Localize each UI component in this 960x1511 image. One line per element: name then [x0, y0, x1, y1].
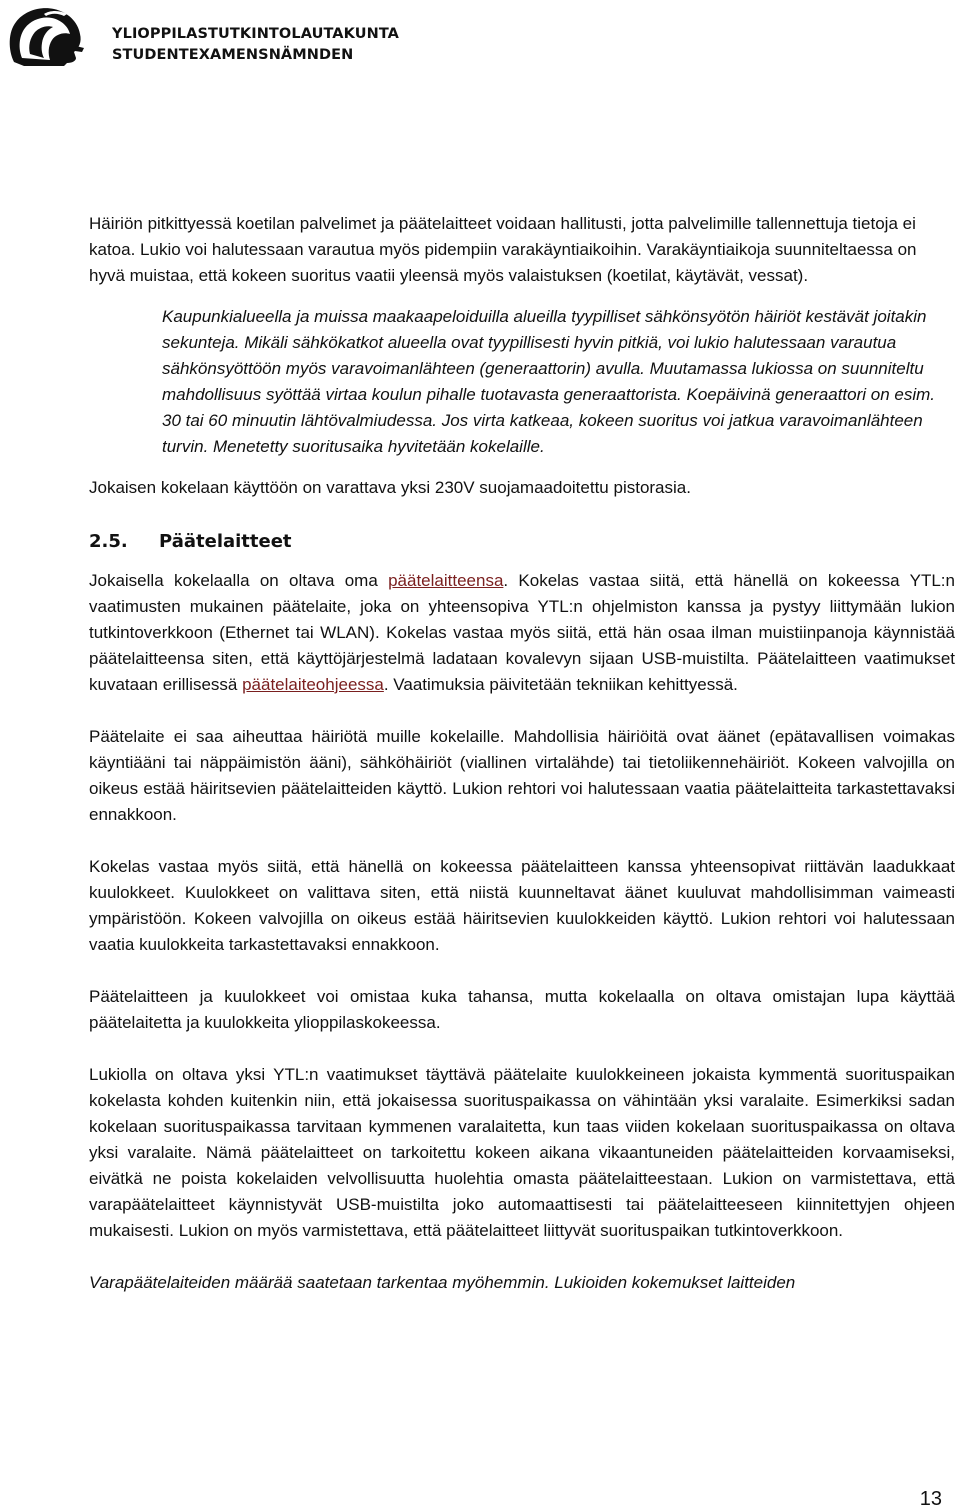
paragraph-text: Jokaisella kokelaalla on oltava oma	[89, 571, 389, 590]
page-number: 13	[919, 1488, 942, 1510]
paragraph-spare-devices: Lukiolla on oltava yksi YTL:n vaatimukset täyttävä päätelaite kuulokkeineen jokaista kymmentä suorituspaikan kokelasta kohden kuitenkin niin, että jokaisessa suorituspaikassa on vähintään yksi varalaite. Esimerkiksi sadan kokelaan suorituspaikassa tarvitaan kymmenen varalaitetta, kun taas viiden kokelaan suorituspaikassa on oltava yksi varalaite. Nämä päätelaitteet on tarkoitettu kokeen aikana vikaantuneiden päätelaitteiden korvaamiseksi, eivätkä ne poista kokelaiden velvollisuutta huolehtia omasta päätelaitteestaan. Lukion on varmistettava, että varapäätelaitteet käynnistyvät USB-muistilta joko automaattisesti tai päätelaitteeseen kiinnitettyjen ohjeen mukaisesti. Lukion on myös varmistettava, että päätelaitteet liittyvät suorituspaikan tutkintoverkkoon.	[89, 1065, 955, 1240]
link-paatelaitteensa[interactable]: päätelaitteensa	[388, 571, 504, 590]
paragraph-text: . Vaatimuksia päivitetään tekniikan kehittyessä.	[383, 675, 738, 694]
section-heading	[89, 529, 955, 555]
paragraph-generator-note: Kaupunkialueella ja muissa maakaapeloiduilla alueilla tyypilliset sähkönsyötön häiriöt kestävät joitakin sekunteja. Mikäli sähkökatkot alueella ovat tyypillisesti hyvin pitkiä, voi lukio halutessaan varautua sähkönsyöttöön myös varavoimanlähteen (generaattorin) avulla. Muutamassa lukiossa on suunniteltu mahdollisuus syöttää virtaa koulun pihalle tuotavasta generaattorista. Koepäivinä generaattori on esim. 30 tai 60 minuutin lähtövalmiudessa. Jos virta katkeaa, kokeen suoritus voi jatkua varavoimanlähteen turvin. Menetetty suoritusaika hyvitetään kokelaille.	[162, 307, 936, 456]
organization-name	[112, 24, 399, 66]
paragraph-spare-note: Varapäätelaiteiden määrää saatetaan tarkentaa myöhemmin. Lukioiden kokemukset laitteiden	[89, 1273, 796, 1292]
paragraph-headphones: Kokelas vastaa myös siitä, että hänellä on kokeessa päätelaitteen kanssa yhteensopivat riittävän laadukkaat kuulokkeet. Kuulokkeet on valittava siten, että niistä kuunneltavat äänet kuuluvat mahdollisimman vaimeasti ympäristöön. Kokeen valvojilla on oikeus estää häiritsevien kuulokkeiden käyttö. Lukion rehtori voi halutessaan vaatia kuulokkeita tarkastettavaksi ennakkoon.	[89, 857, 955, 954]
paragraph-ownership: Päätelaitteen ja kuulokkeet voi omistaa kuka tahansa, mutta kokelaalla on oltava omistajan lupa käyttää päätelaitetta ja kuulokkeita ylioppilaskokeessa.	[89, 987, 955, 1032]
section-number: 2.5.	[89, 531, 128, 552]
paragraph-own-device	[89, 568, 955, 698]
document-body	[89, 211, 955, 1296]
paragraph-power-outage: Häiriön pitkittyessä koetilan palvelimet ja päätelaitteet voidaan hallitusti, jotta palvelimille tallennettuja tietoja ei katoa. Lukio voi halutessaan varautua myös pidempiin varakäyntiaikoihin. Varakäyntiaikoja suunniteltaessa on hyvä muistaa, että kokeen suoritus vaatii yleensä myös valaistuksen (koetilat, käytävät, vessat).	[89, 214, 917, 285]
link-paatelaiteohjeessa[interactable]: päätelaiteohjeessa	[242, 675, 384, 694]
paragraph-disturbances: Päätelaite ei saa aiheuttaa häiriötä muille kokelaille. Mahdollisia häiriöitä ovat äänet (epätavallisen voimakas käyntiääni tai näppäimistön ääni), sähköhäiriöt (viallinen virtalähde) tai tietoliikennehäiriöt. Kokeen valvojilla on oikeus estää häiritsevien päätelaitteiden käyttö. Lukion rehtori voi halutessaan vaatia päätelaitteita tarkastettavaksi ennakkoon.	[89, 727, 955, 824]
organization-name-swedish: STUDENTEXAMENSNÄMNDEN	[112, 47, 354, 63]
paragraph-text: . Kokelas vastaa siitä, että hänellä on kokeessa YTL:n vaatimusten mukainen päätelaite, joka on yhteensopiva YTL:n ohjelmiston kanssa ja pystyy liittymään lukion tutkintoverkkoon (Ethernet tai WLAN). Kokelas vastaa myös siitä, että hän osaa ilman muistiinpanoja käynnistää päätelaitteensa siten, että käyttöjärjestelmä ladataan kovalevyn sijaan USB-muistilta. Päätelaitteen vaatimukset kuvataan erillisessä	[89, 571, 955, 694]
paragraph-power-socket: Jokaisen kokelaan käyttöön on varattava yksi 230V suojamaadoitettu pistorasia.	[89, 478, 691, 497]
helmeted-head-logo-icon	[4, 6, 100, 66]
page-header	[4, 6, 424, 66]
organization-name-finnish: YLIOPPILASTUTKINTOLAUTAKUNTA	[112, 26, 400, 42]
section-title: Päätelaitteet	[159, 531, 292, 552]
